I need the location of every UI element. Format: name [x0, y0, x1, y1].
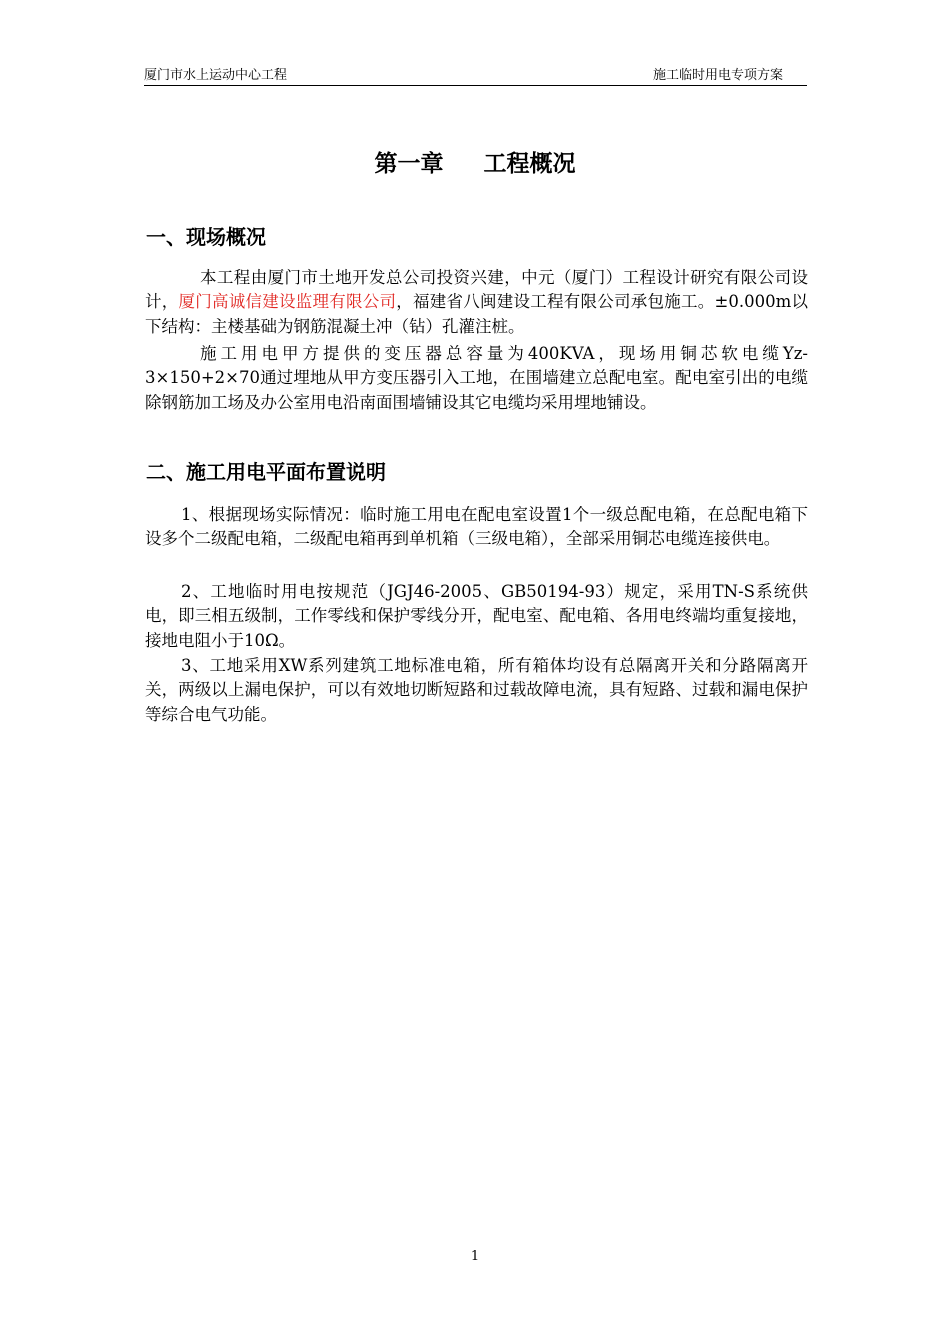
page-header: [144, 66, 807, 86]
paragraph-project-overview: [145, 266, 808, 339]
paragraph-text: 本工程由厦门市土地开发总公司投资兴建，中元（厦门）工程设计研究有限公司设计，: [145, 268, 808, 312]
paragraph-item-3: 3、工地采用XW系列建筑工地标准电箱，所有箱体均设有总隔离开关和分路隔离开关，两级以上漏电保护，可以有效地切断短路和过载故障电流，具有短路、过载和漏电保护等综合电气功能。: [145, 656, 808, 724]
chapter-number: 第一章: [374, 151, 444, 177]
paragraph-power-supply: 施工用电甲方提供的变压器总容量为400KVA，现场用铜芯软电缆Yz-3×150+2×70通过埋地从甲方变压器引入工地，在围墙建立总配电室。配电室引出的电缆除钢筋加工场及办公室用电沿南面围墙铺设其它电缆均采用埋地铺设。: [145, 344, 808, 412]
header-project-name: 厦门市水上运动中心工程: [144, 68, 288, 83]
section-heading-site-overview: 一、现场概况: [146, 225, 266, 249]
chapter-title: [0, 148, 950, 180]
chapter-name: 工程概况: [483, 151, 576, 177]
supervision-company-highlight: 厦门高诚信建设监理有限公司: [178, 292, 397, 312]
paragraph-item-1: 1、根据现场实际情况：临时施工用电在配电室设置1个一级总配电箱，在总配电箱下设多个二级配电箱，二级配电箱再到单机箱（三级电箱），全部采用铜芯电缆连接供电。: [145, 505, 808, 549]
paragraph-item-2: 2、工地临时用电按规范（JGJ46-2005、GB50194-93）规定，采用TN-S系统供电，即三相五级制，工作零线和保护零线分开，配电室、配电箱、各用电终端均重复接地，接地电阻小于10Ω。: [145, 582, 808, 650]
paragraph-text: ，福建省八闽建设工程有限公司承包施工。±0.000m以下结构：主楼基础为钢筋混凝土冲（钻）孔灌注桩。: [145, 292, 809, 336]
page-number: 1: [470, 1249, 480, 1264]
header-document-title: 施工临时用电专项方案: [652, 68, 783, 83]
section-heading-layout-description: 二、施工用电平面布置说明: [146, 460, 386, 484]
